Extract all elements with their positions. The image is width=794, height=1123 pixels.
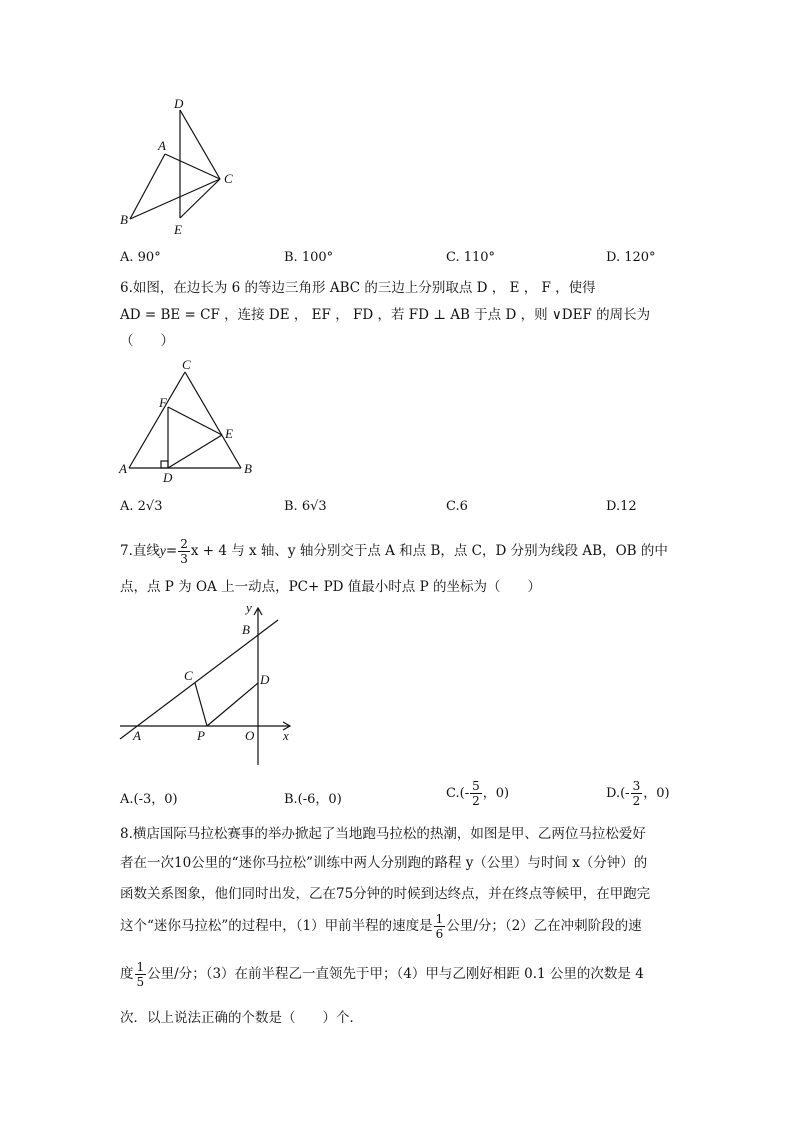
segment-de bbox=[168, 435, 222, 468]
q7-option-c bbox=[446, 776, 509, 812]
label-b: B bbox=[242, 622, 250, 637]
q8-line5-den: 5 bbox=[136, 975, 145, 989]
q5-option-b: B. 100° bbox=[284, 250, 334, 265]
q7-option-b: B.(-6，0) bbox=[284, 792, 342, 807]
label-c: C bbox=[182, 357, 191, 372]
q7-prefix: 7.直线 bbox=[120, 543, 160, 559]
q8-line5-frac bbox=[135, 960, 147, 989]
segment-pd bbox=[207, 683, 258, 726]
q5-option-d: D. 120° bbox=[606, 250, 656, 265]
q7-y-var: y bbox=[159, 543, 166, 558]
q8-line-5 bbox=[120, 956, 644, 992]
label-e: E bbox=[174, 222, 182, 237]
label-b: B bbox=[120, 212, 128, 227]
q7-opt-d-post: ，0) bbox=[643, 786, 670, 801]
q6-line-1: 6.如图，在边长为 6 的等边三角形 ABC 的三边上分别取点 D ， E ， F ，使得 bbox=[120, 280, 596, 296]
q6-option-a: A. 2√3 bbox=[120, 499, 163, 514]
q8-line5-pre: 度 bbox=[120, 966, 134, 982]
q7-opt-d-den: 2 bbox=[632, 794, 641, 808]
q7-line-1 bbox=[120, 537, 668, 566]
q6-option-d: D.12 bbox=[606, 499, 637, 514]
label-d: D bbox=[163, 470, 173, 485]
label-a: A bbox=[158, 138, 166, 153]
q7-opt-d-num: 3 bbox=[632, 779, 641, 793]
label-o: O bbox=[245, 728, 255, 743]
q7-line-2: 点，点 P 为 OA 上一动点，PC+ PD 值最小时点 P 的坐标为（ ） bbox=[120, 579, 541, 595]
q7-opt-c-den: 2 bbox=[472, 794, 480, 808]
segment-ac bbox=[165, 154, 220, 179]
q7-equals: = bbox=[165, 543, 178, 559]
q7-opt-c-num: 5 bbox=[472, 779, 480, 793]
label-c: C bbox=[224, 171, 233, 186]
q8-line-6: 次．以上说法正确的个数是（ ）个． bbox=[120, 1010, 363, 1026]
q5-figure bbox=[110, 92, 250, 242]
q5-option-a: A. 90° bbox=[120, 250, 161, 265]
line-ab bbox=[120, 620, 278, 739]
segment-ec bbox=[180, 179, 220, 218]
q7-frac-num: 2 bbox=[180, 537, 188, 551]
segment-bc bbox=[130, 179, 220, 219]
q6-option-b: B. 6√3 bbox=[284, 499, 327, 514]
q8-line4-den: 6 bbox=[435, 927, 444, 941]
q6-line-3: （ ） bbox=[120, 333, 174, 349]
label-a: A bbox=[119, 461, 127, 476]
label-x: x bbox=[283, 728, 289, 743]
q8-line5-num: 1 bbox=[136, 960, 145, 974]
q7-opt-d-frac bbox=[631, 779, 643, 808]
segment-ac bbox=[129, 372, 185, 468]
q6-option-c: C.6 bbox=[446, 499, 468, 514]
segment-cp bbox=[195, 683, 207, 726]
label-d: D bbox=[260, 672, 270, 687]
label-p: P bbox=[197, 728, 205, 743]
segment-dc bbox=[180, 110, 220, 179]
label-y: y bbox=[246, 600, 252, 615]
q8-line4-post: 公里/分；（2）乙在冲刺阶段的速 bbox=[446, 918, 642, 934]
label-b: B bbox=[244, 461, 252, 476]
q7-opt-c-frac bbox=[470, 779, 482, 808]
q7-opt-c-post: ，0) bbox=[482, 786, 510, 801]
q8-line4-num: 1 bbox=[435, 912, 444, 926]
q7-opt-d-pre: D.(- bbox=[606, 786, 630, 801]
q8-line-1: 8.横店国际马拉松赛事的举办掀起了当地跑马拉松的热潮，如图是甲、乙两位马拉松爱好 bbox=[120, 826, 646, 842]
segment-ab bbox=[130, 154, 165, 219]
label-f: F bbox=[159, 395, 167, 410]
label-a: A bbox=[133, 728, 141, 743]
q7-frac-den: 3 bbox=[180, 552, 188, 566]
q7-fraction bbox=[178, 537, 190, 566]
q6-figure bbox=[115, 355, 265, 485]
q7-option-d bbox=[606, 776, 670, 812]
q8-line5-post: 公里/分；（3）在前半程乙一直领先于甲；（4）甲与乙刚好相距 0.1 公里的次数是 4 bbox=[147, 966, 644, 982]
q5-option-c: C. 110° bbox=[446, 250, 496, 265]
q8-line4-frac bbox=[434, 912, 446, 941]
q7-suffix: x + 4 与 x 轴、y 轴分别交于点 A 和点 B，点 C，D 分别为线段 AB，OB 的中 bbox=[190, 543, 668, 559]
q7-option-a: A.(-3，0) bbox=[120, 792, 178, 807]
q8-line-2: 者在一次10公里的“迷你马拉松”训练中两人分别跑的路程 y（公里）与时间 x（分钟）的 bbox=[120, 855, 648, 871]
q6-line-2: AD = BE = CF ，连接 DE ， EF ， FD ，若 FD ⊥ AB 于点 D ，则 ∨DEF 的周长为 bbox=[120, 307, 651, 323]
label-e: E bbox=[225, 426, 233, 441]
q7-figure bbox=[115, 600, 300, 770]
q8-line-4 bbox=[120, 908, 642, 944]
q8-line4-pre: 这个“迷你马拉松”的过程中，（1）甲前半程的速度是 bbox=[120, 918, 433, 934]
q8-line-3: 函数关系图象，他们同时出发，乙在75分钟的时候到达终点，并在终点等候甲，在甲跑完 bbox=[120, 886, 651, 902]
label-c: C bbox=[184, 668, 193, 683]
right-angle-mark bbox=[161, 461, 168, 468]
q7-opt-c-pre: C.(- bbox=[446, 786, 470, 801]
label-d: D bbox=[174, 96, 184, 111]
